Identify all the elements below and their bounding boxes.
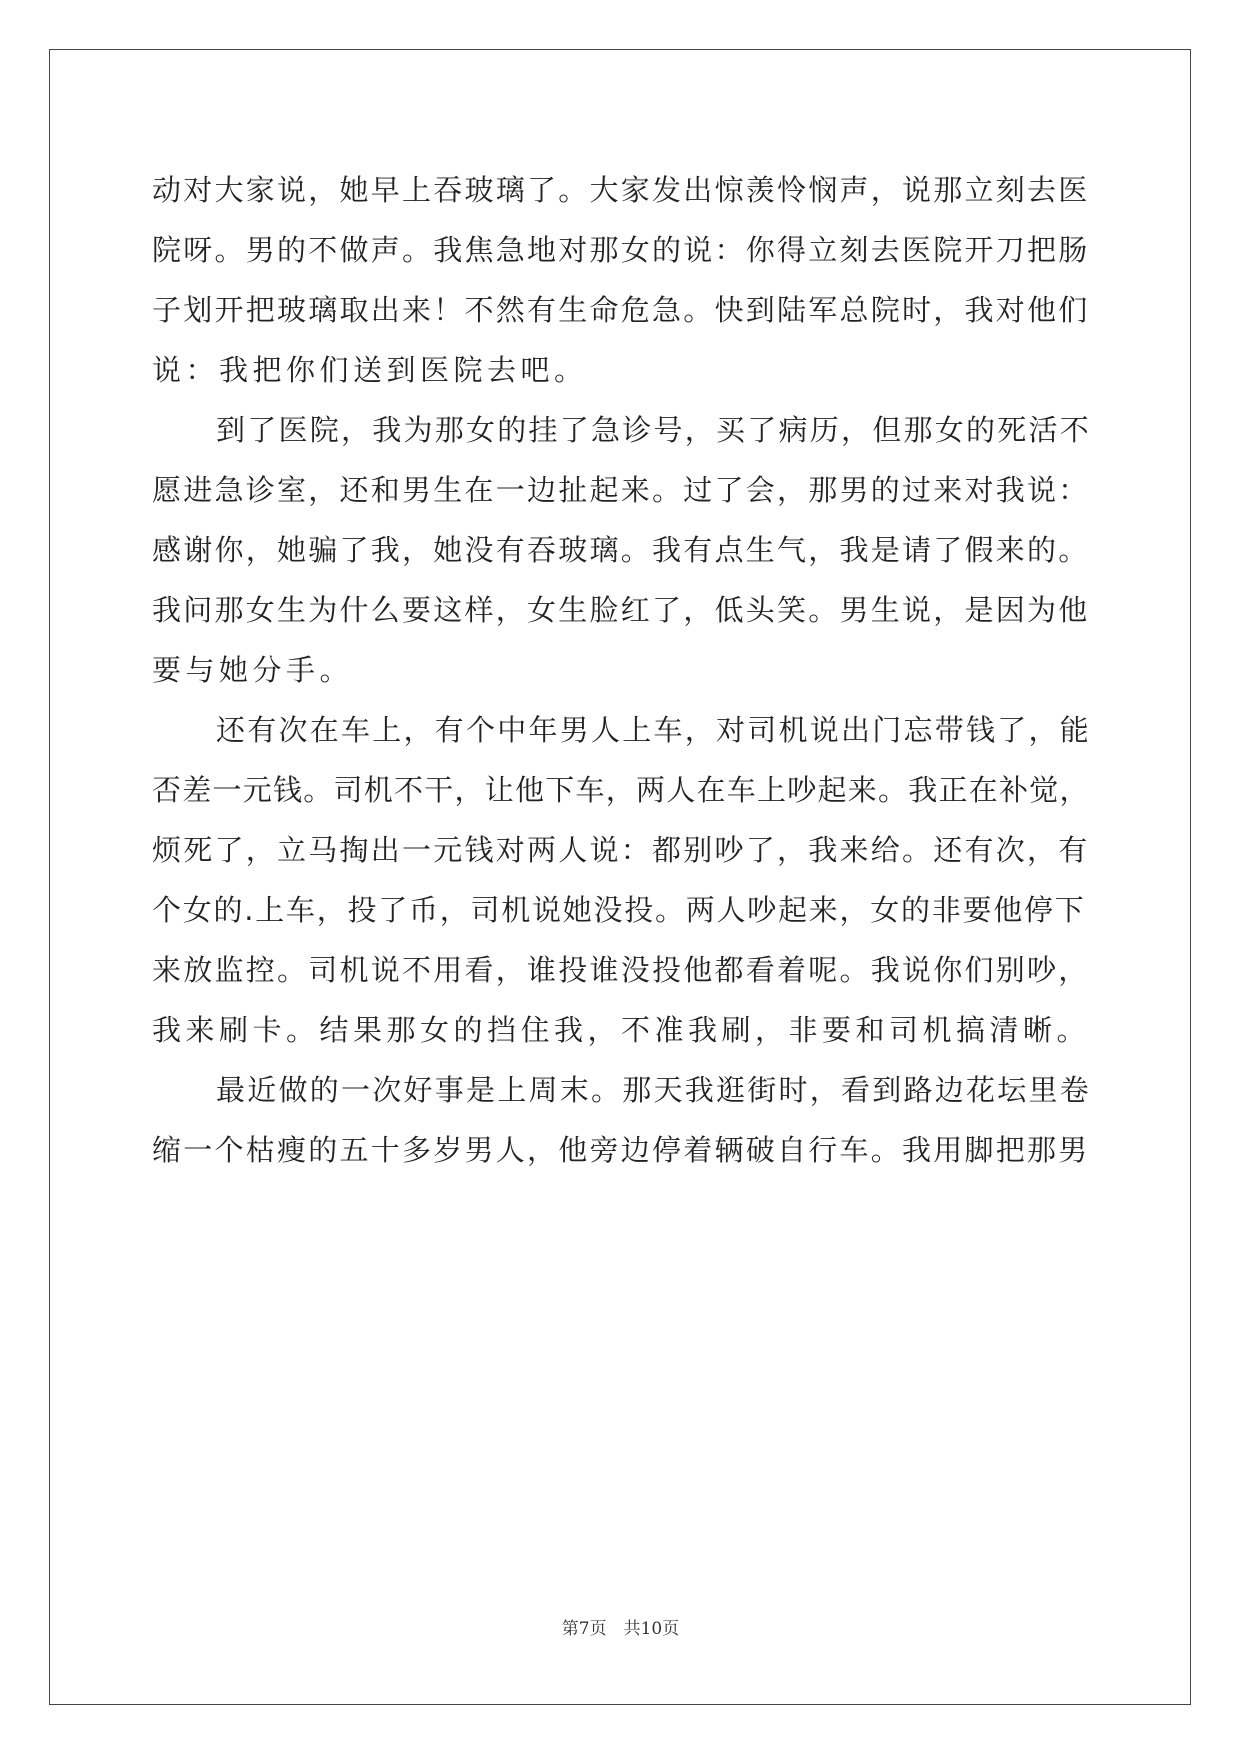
text-line: 个女的.上车，投了币，司机说她没投。两人吵起来，女的非要他停下: [152, 893, 1086, 927]
text-line: 子划开把玻璃取出来！不然有生命危急。快到陆军总院时，我对他们: [152, 293, 1090, 327]
text-line: 要与她分手。: [152, 653, 354, 687]
text-line: 院呀。男的不做声。我焦急地对那女的说：你得立刻去医院开刀把肠: [152, 233, 1090, 267]
text-line: 来放监控。司机说不用看，谁投谁没投他都看着呢。我说你们别吵，: [152, 953, 1090, 987]
text-line: 感谢你，她骗了我，她没有吞玻璃。我有点生气，我是请了假来的。: [152, 533, 1090, 567]
page-number: 第7页 共10页: [561, 1619, 680, 1639]
text-line: 愿进急诊室，还和男生在一边扯起来。过了会，那男的过来对我说：: [152, 473, 1090, 507]
paragraph-first-line: 还有次在车上，有个中年男人上车，对司机说出门忘带钱了，能: [216, 713, 1092, 747]
text-line: 动对大家说，她早上吞玻璃了。大家发出惊羡怜悯声，说那立刻去医: [152, 173, 1090, 207]
paragraph-first-line: 最近做的一次好事是上周末。那天我逛街时，看到路边花坛里卷: [216, 1073, 1092, 1107]
text-line: 否差一元钱。司机不干，让他下车，两人在车上吵起来。我正在补觉，: [152, 773, 1090, 807]
text-line: 缩一个枯瘦的五十多岁男人，他旁边停着辆破自行车。我用脚把那男: [152, 1133, 1090, 1167]
document-body: [152, 160, 1092, 1180]
text-line: 我来刷卡。结果那女的挡住我，不准我刷，非要和司机搞清晰。: [152, 1013, 1091, 1047]
text-line: 我问那女生为什么要这样，女生脸红了，低头笑。男生说，是因为他: [152, 593, 1090, 627]
text-line: 烦死了，立马掏出一元钱对两人说：都别吵了，我来给。还有次，有: [152, 833, 1090, 867]
paragraph-first-line: 到了医院，我为那女的挂了急诊号，买了病历，但那女的死活不: [216, 413, 1092, 447]
text-line: 说：我把你们送到医院去吧。: [152, 353, 588, 387]
